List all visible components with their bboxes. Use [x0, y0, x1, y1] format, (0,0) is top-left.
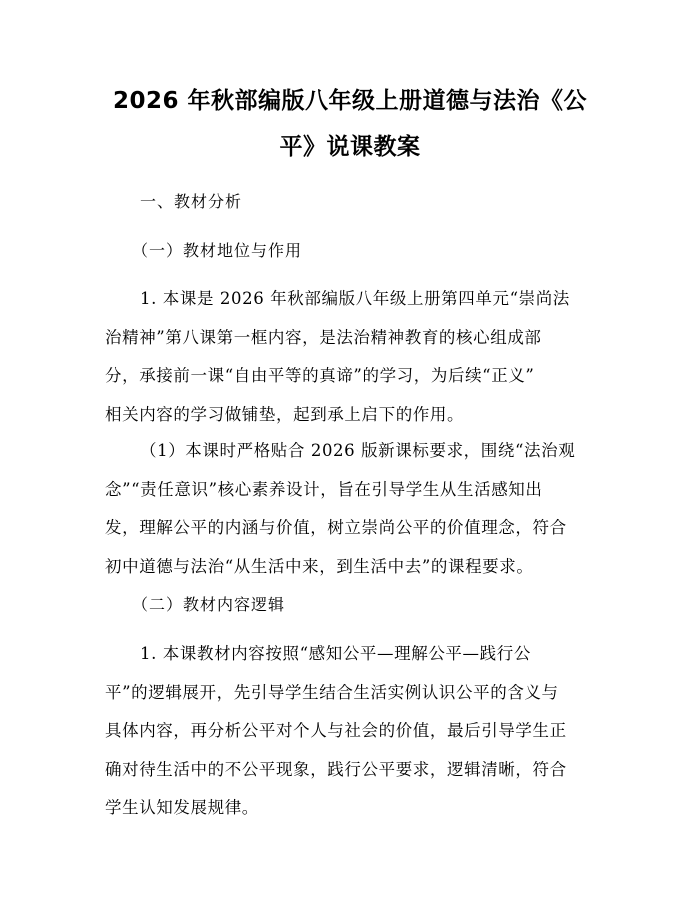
paragraph-1 [105, 280, 595, 434]
paragraph-line: 相关内容的学习做铺垫，起到承上启下的作用。 [105, 404, 465, 424]
title-line-2: 平》说课教案 [279, 134, 421, 160]
paragraph-2 [105, 432, 595, 586]
paragraph-line: （1）本课时严格贴合 2026 版新课标要求，围绕“法治观 [140, 441, 576, 460]
paragraph-line: 分，承接前一课“自由平等的真谛”的学习，为后续“正义” [105, 366, 535, 385]
paragraph-line: 确对待生活中的不公平现象，践行公平要求，逻辑清晰，符合 [105, 759, 567, 779]
subsection-heading-content-logic: （二）教材内容逻辑 [132, 595, 286, 614]
paragraph-line: 学生认知发展规律。 [105, 798, 259, 817]
paragraph-line: 平”的逻辑展开，先引导学生结合生活实例认识公平的含义与 [105, 682, 559, 702]
paragraph-3 [105, 635, 595, 828]
document-title [105, 78, 595, 170]
paragraph-line: 初中道德与法治“从生活中来，到生活中去”的课程要求。 [105, 556, 534, 576]
section-heading-textbook-analysis: 一、教材分析 [140, 192, 243, 211]
subsection-heading-position-role: （一）教材地位与作用 [132, 241, 303, 260]
paragraph-line: 1. 本课是 2026 年秋部编版八年级上册第四单元“崇尚法 [140, 289, 570, 308]
paragraph-line: 1. 本课教材内容按照“感知公平—理解公平—践行公 [140, 644, 531, 663]
title-line-1: 2026 年秋部编版八年级上册道德与法治《公 [112, 88, 588, 114]
paragraph-line: 发，理解公平的内涵与价值，树立崇尚公平的价值理念，符合 [105, 518, 567, 537]
paragraph-line: 念”“责任意识”核心素养设计，旨在引导学生从生活感知出 [105, 479, 543, 499]
paragraph-line: 治精神”第八课第一框内容，是法治精神教育的核心组成部 [105, 327, 542, 347]
paragraph-line: 具体内容，再分析公平对个人与社会的价值，最后引导学生正 [105, 721, 567, 740]
